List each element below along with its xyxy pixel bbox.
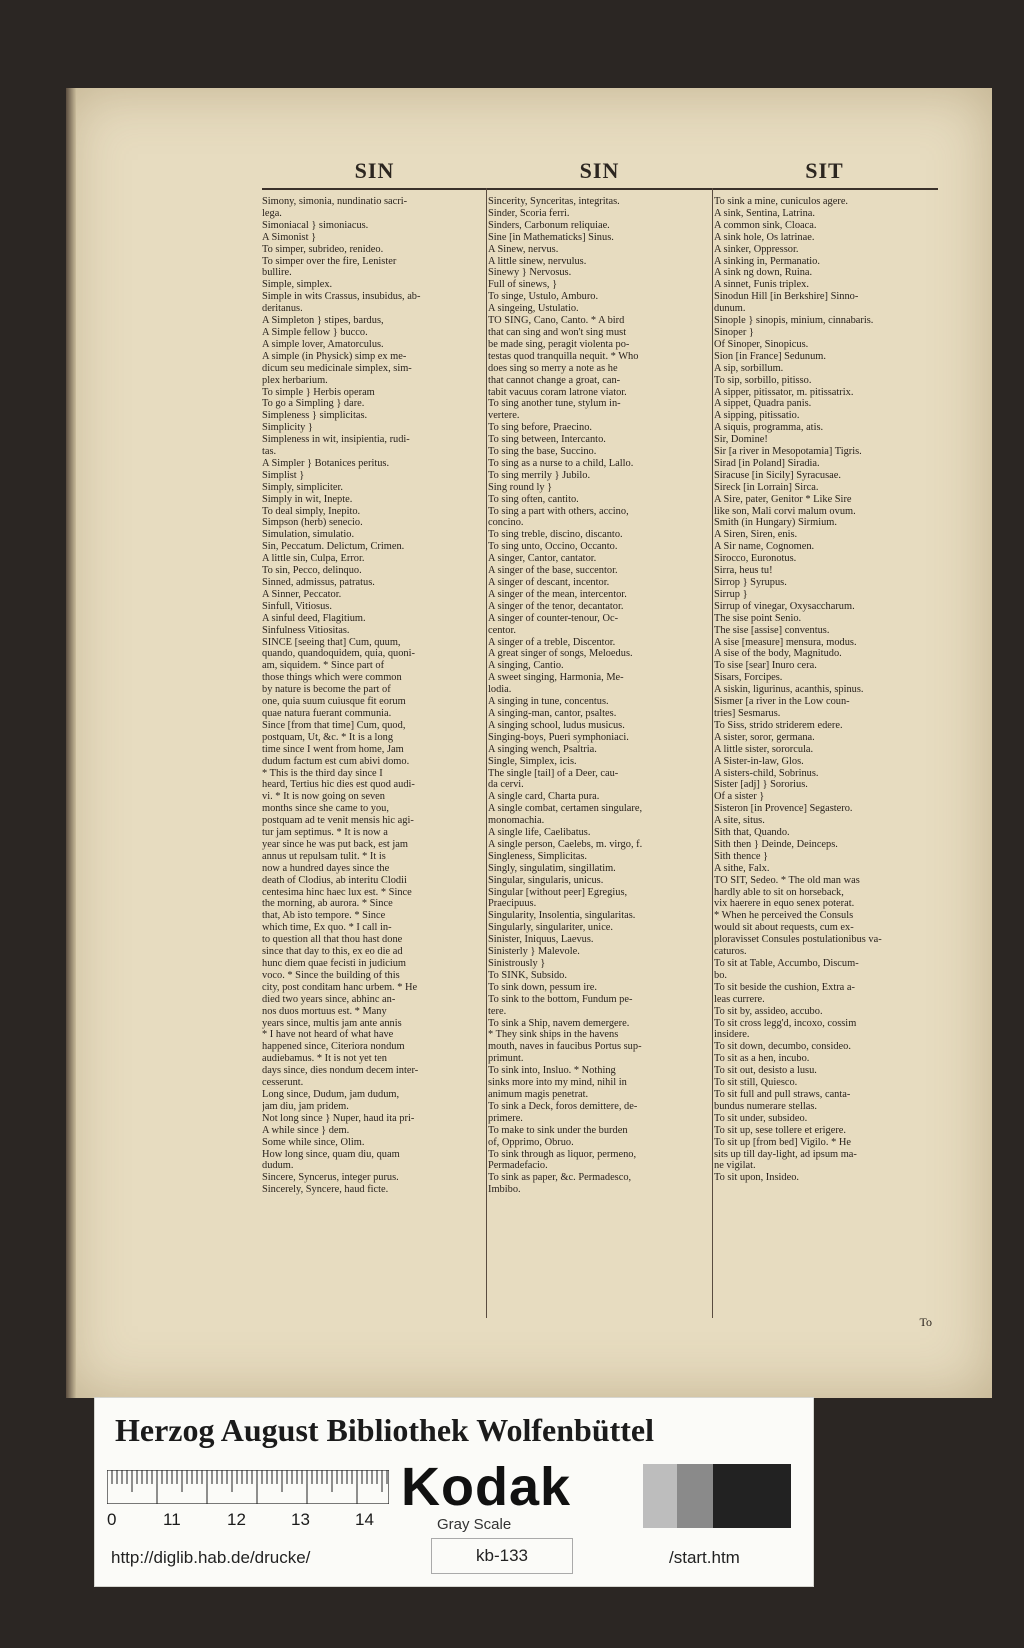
dictionary-entry-line: be made sing, peragit violenta po- [488, 338, 630, 350]
dictionary-entry-line: To sit up, sese tollere et erigere. [714, 1124, 846, 1136]
dictionary-entry-line: A Sister-in-law, Glos. [714, 755, 804, 767]
dictionary-entry-line: cesserunt. [262, 1077, 304, 1089]
dictionary-entry-line: To sit full and pull straws, canta- [714, 1088, 851, 1100]
ruler-number: 14 [355, 1510, 374, 1529]
dictionary-entry-line: Singing-boys, Pueri symphoniaci. [488, 731, 629, 743]
dictionary-entry-line: lega. [262, 207, 282, 219]
dictionary-entry-line: Sister [adj] } Sororius. [714, 779, 808, 791]
dictionary-entry-line: A Sir name, Cognomen. [714, 541, 815, 553]
dictionary-entry-line: To sink a mine, cuniculos agere. [714, 196, 849, 207]
dictionary-entry-line: Sith that, Quando. [714, 827, 790, 839]
dictionary-entry-line: sits up till day-light, ad ipsum ma- [714, 1148, 857, 1160]
dictionary-entry-line: lodia. [488, 684, 512, 696]
dictionary-entry-line: A single person, Caelebs, m. virgo, f. [488, 838, 643, 850]
dictionary-entry-line: heard, Tertius hic dies est quod audi- [262, 779, 415, 791]
dictionary-entry-line: Simpson (herb) senecio. [262, 517, 363, 529]
library-name: Herzog August Bibliothek Wolfenbüttel [115, 1412, 655, 1448]
dictionary-entry-line: A singing in tune, concentus. [488, 696, 609, 708]
dictionary-entry-line: To sit beside the cushion, Extra a- [714, 981, 855, 993]
dictionary-entry-line: To sink a Ship, navem demergere. [488, 1017, 630, 1029]
dictionary-entry-line: To sit as a hen, incubo. [714, 1053, 810, 1065]
url-left: http://diglib.hab.de/drucke/ [111, 1548, 311, 1567]
dictionary-entry-line: To SINK, Subsido. [488, 969, 567, 981]
url-right: /start.htm [669, 1548, 740, 1567]
dictionary-entry-line: hunc diem quae fecisti in judicium [262, 958, 406, 969]
dictionary-entry-line: Sinisterly } Malevole. [488, 946, 580, 958]
dictionary-entry-line: days since, dies nondum decem inter- [262, 1065, 419, 1077]
dictionary-entry-line: Long since, Dudum, jam dudum, [262, 1088, 400, 1100]
dictionary-entry-line: that can sing and won't sing must [488, 326, 627, 338]
dictionary-entry-line: would sit about requests, cum ex- [714, 922, 854, 934]
dictionary-entry-line: Singularity, Insolentia, singularitas. [488, 910, 636, 922]
dictionary-entry-line: one, quia suum cuiusque fit eorum [262, 696, 406, 708]
dictionary-text-block [262, 158, 938, 1329]
dictionary-entry-line: Permadefacio. [488, 1160, 548, 1172]
column-divider [486, 188, 487, 1318]
dictionary-entry-line: Full of sinews, } [488, 279, 558, 291]
dictionary-entry-line: To singe, Ustulo, Amburo. [488, 291, 599, 303]
dictionary-entry-line: annus ut repulsam tulit. * It is [262, 850, 386, 862]
dictionary-entry-line: mouth, naves in faucibus Portus sup- [488, 1041, 642, 1053]
dictionary-entry-line: audiebamus. * It is not yet ten [262, 1053, 387, 1065]
dictionary-entry-line: To simper, subrideo, renideo. [262, 243, 384, 255]
dictionary-entry-line: A little sin, Culpa, Error. [262, 553, 365, 565]
dictionary-entry-line: To make to sink under the burden [488, 1124, 628, 1136]
dictionary-entry-line: Sinfulness Vitiositas. [262, 624, 350, 636]
dictionary-entry-line: Since [from that time] Cum, quod, [262, 719, 406, 731]
dictionary-entry-line: year since he was put back, est jam [262, 838, 408, 850]
dictionary-entry-line: TO SING, Cano, Canto. * A bird [488, 315, 625, 327]
dictionary-entry-line: tabit vacuus coram latrone viator. [488, 386, 627, 398]
dictionary-entry-line: To sink to the bottom, Fundum pe- [488, 993, 633, 1005]
dictionary-entry-line: To go a Simpling } dare. [262, 398, 365, 410]
dictionary-entry-line: Of Sinoper, Sinopicus. [714, 338, 809, 350]
dictionary-entry-line: ne vigilat. [714, 1160, 756, 1172]
dictionary-entry-line: Sir, Domine! [714, 434, 768, 446]
dictionary-entry-line: postquam, Ut, &c. * It is a long [262, 731, 394, 743]
dictionary-entry-line: leas currere. [714, 993, 765, 1005]
dictionary-entry-line: A sipper, pitissator, m. pitissatrix. [714, 386, 854, 398]
dictionary-entry-line: To sing unto, Occino, Occanto. [488, 541, 618, 553]
dictionary-entry-line: Siracuse [in Sicily] Syracusae. [714, 469, 841, 481]
dictionary-entry-line: centesima hinc haec lux est. * Since [262, 886, 412, 898]
dictionary-entry-line: A sink hole, Os latrinae. [714, 231, 815, 243]
dictionary-entry-line: primere. [488, 1112, 523, 1124]
dictionary-entry-line: Sir [a river in Mesopotamia] Tigris. [714, 446, 862, 458]
dictionary-entry-line: To sink down, pessum ire. [488, 981, 597, 993]
scan-code: kb-133 [431, 1538, 573, 1574]
dictionary-entry-line: dicum seu medicinale simplex, sim- [262, 362, 412, 374]
dictionary-entry-line: Sincerity, Synceritas, integritas. [488, 196, 620, 207]
dictionary-entry-line: To sing another tune, stylum in- [488, 398, 621, 410]
dictionary-entry-line: Sisars, Forcipes. [714, 672, 783, 684]
dictionary-entry-line: Sith then } Deinde, Deinceps. [714, 838, 838, 850]
dictionary-entry-line: To sing between, Intercanto. [488, 434, 606, 446]
dictionary-entry-line: Sincere, Syncerus, integer purus. [262, 1172, 399, 1184]
column-header-right: SIT [805, 158, 844, 183]
dictionary-entry-line: deritanus. [262, 303, 303, 315]
dictionary-entry-line: A sippet, Quadra panis. [714, 398, 812, 410]
dictionary-entry-line: A sinnet, Funis triplex. [714, 279, 809, 291]
ruler-number: 12 [227, 1510, 246, 1529]
dictionary-entry-line: Sin, Peccatum. Delictum, Crimen. [262, 541, 405, 553]
dictionary-entry-line: A sipping, pitissatio. [714, 410, 800, 422]
dictionary-entry-line: A Simpler } Botanices peritus. [262, 457, 390, 469]
dictionary-entry-line: A siquis, programma, atis. [714, 422, 824, 434]
dictionary-entry-line: Sith thence } [714, 850, 769, 862]
dictionary-entry-line: * They sink ships in the havens [488, 1029, 619, 1041]
dictionary-entry-line: da cervi. [488, 779, 524, 791]
gray-scale-label: Gray Scale [437, 1516, 512, 1533]
dictionary-entry-line: Sirra, heus tu! [714, 565, 773, 577]
dictionary-entry-line: postquam ad te venit mensis hic agi- [262, 815, 414, 827]
dictionary-entry-line: To sing merrily } Jubilo. [488, 469, 591, 481]
dictionary-entry-line: * This is the third day since I [262, 767, 383, 779]
dictionary-entry-line: Sismer [a river in the Low coun- [714, 696, 850, 708]
dictionary-entry-line: Sinistrously } [488, 958, 546, 969]
column-header-middle: SIN [579, 158, 620, 183]
dictionary-entry-line: Simony, simonia, nundinatio sacri- [262, 196, 408, 207]
dictionary-entry-line: A sisters-child, Sobrinus. [714, 767, 819, 779]
dictionary-entry-line: which time, Ex quo. * I call in- [262, 922, 392, 934]
dictionary-entry-line: caturos. [714, 946, 747, 958]
dictionary-entry-line: To sit upon, Insideo. [714, 1172, 799, 1184]
page-gutter [66, 88, 76, 1398]
dictionary-entry-line: Sireck [in Lorrain] Sirca. [714, 481, 819, 493]
dictionary-entry-line: quae natura fuerant communia. [262, 707, 392, 719]
dictionary-entry-line: A little sinew, nervulus. [488, 255, 587, 267]
dictionary-entry-line: Sirrop } Syrupus. [714, 577, 787, 588]
ruler-numbers [107, 1510, 397, 1532]
column-divider [712, 188, 713, 1318]
dictionary-entry-line: Smith (in Hungary) Sirmium. [714, 517, 837, 529]
dictionary-entry-line: Singular [without peer] Egregius, [488, 886, 628, 898]
dictionary-entry-line: concino. [488, 517, 524, 529]
dictionary-entry-line: of, Opprimo, Obruo. [488, 1136, 574, 1148]
dictionary-entry-line: Sirocco, Euronotus. [714, 553, 797, 565]
dictionary-entry-line: To sise [sear] Inuro cera. [714, 660, 817, 672]
dictionary-entry-line: Simpleness in wit, insipientia, rudi- [262, 434, 410, 446]
dictionary-entry-line: A simple lover, Amatorculus. [262, 338, 384, 350]
dictionary-entry-line: Sion [in France] Sedunum. [714, 350, 826, 362]
dictionary-entry-line: A Sire, pater, Genitor * Like Sire [714, 493, 852, 505]
column-header-left: SIN [354, 158, 395, 183]
dictionary-entry-line: years since, multis jam ante annis [262, 1017, 402, 1029]
dictionary-entry-line: Imbibo. [488, 1184, 521, 1196]
dictionary-entry-line: * When he perceived the Consuls [714, 910, 854, 922]
dictionary-entry-line: To sit down, decumbo, consideo. [714, 1041, 851, 1053]
dictionary-entry-line: To sit by, assideo, accubo. [714, 1005, 823, 1017]
dictionary-entry-line: To sing as a nurse to a child, Lallo. [488, 457, 634, 469]
dictionary-entry-line: To sit up [from bed] Vigilo. * He [714, 1136, 851, 1148]
dictionary-entry-line: A singer of a treble, Discentor. [488, 636, 616, 648]
dictionary-entry-line: A singer of the tenor, decantator. [488, 600, 624, 612]
dictionary-entry-line: A singing wench, Psaltria. [488, 743, 597, 755]
dictionary-entry-line: Sinister, Iniquus, Laevus. [488, 934, 594, 946]
dictionary-entry-line: jam diu, jam pridem. [262, 1100, 349, 1112]
dictionary-entry-line: Sinoper } [714, 326, 754, 338]
dictionary-entry-line: Sinned, admissus, patratus. [262, 577, 375, 588]
dictionary-entry-line: Simply in wit, Inepte. [262, 493, 353, 505]
dictionary-entry-line: centor. [488, 624, 516, 636]
dictionary-entry-line: A Simple fellow } bucco. [262, 326, 368, 338]
dictionary-entry-line: To sink as paper, &c. Permadesco, [488, 1172, 632, 1184]
dictionary-entry-line: A singer of the base, succentor. [488, 565, 618, 577]
dictionary-entry-line: Some while since, Olim. [262, 1136, 365, 1148]
dictionary-entry-line: ploravisset Consules postulationibus va- [714, 934, 882, 946]
dictionary-entry-line: Simple in wits Crassus, insubidus, ab- [262, 291, 421, 303]
dictionary-column-right [714, 196, 936, 1318]
dictionary-entry-line: Simply, simpliciter. [262, 481, 344, 493]
dictionary-entry-line: To sing the base, Succino. [488, 446, 597, 458]
dictionary-entry-line: To sit out, desisto a lusu. [714, 1065, 817, 1077]
dictionary-entry-line: Simplist } [262, 469, 305, 481]
dictionary-entry-line: A singer, Cantor, cantator. [488, 553, 597, 565]
dictionary-entry-line: to question all that thou hast done [262, 934, 403, 946]
dictionary-entry-line: that, Ab isto tempore. * Since [262, 910, 386, 922]
dictionary-entry-line: A sinker, Oppressor. [714, 243, 799, 255]
gray-patch-mid [677, 1464, 713, 1528]
dictionary-entry-line: A common sink, Cloaca. [714, 219, 817, 231]
dictionary-entry-line: Sinders, Carbonum reliquiae. [488, 219, 610, 231]
dictionary-entry-line: dudum. [262, 1160, 294, 1172]
dictionary-entry-line: Sirrup of vinegar, Oxysaccharum. [714, 600, 855, 612]
ruler-number: 11 [163, 1510, 181, 1529]
dictionary-entry-line: A Simpleton } stipes, bardus, [262, 315, 384, 327]
dictionary-entry-line: death of Clodius, ab interitu Clodii [262, 874, 407, 886]
dictionary-entry-line: The sise [assise] conventus. [714, 624, 830, 636]
dictionary-entry-line: Singleness, Simplicitas. [488, 850, 588, 862]
dictionary-entry-line: To sink into, Insluo. * Nothing [488, 1065, 616, 1077]
dictionary-entry-line: tas. [262, 446, 277, 458]
dictionary-entry-line: months since she came to you, [262, 803, 389, 815]
dictionary-entry-line: A Simonist } [262, 231, 317, 243]
dictionary-entry-line: A singeing, Ustulatio. [488, 303, 579, 315]
dictionary-entry-line: Singular, singularis, unicus. [488, 874, 604, 886]
dictionary-entry-line: Singly, singulatim, singillatim. [488, 862, 616, 874]
dictionary-entry-line: am, siquidem. * Since part of [262, 660, 385, 672]
dictionary-entry-line: A Sinner, Peccator. [262, 588, 342, 600]
dictionary-entry-line: bo. [714, 969, 727, 981]
dictionary-entry-line: Sincerely, Syncere, haud ficte. [262, 1184, 389, 1196]
dictionary-entry-line: A sinking in, Permanatio. [714, 255, 820, 267]
dictionary-entry-line: insidere. [714, 1029, 750, 1041]
dictionary-entry-line: To simple } Herbis operam [262, 386, 375, 398]
dictionary-entry-line: To sing before, Praecino. [488, 422, 593, 434]
scan-target-card [94, 1397, 814, 1587]
dictionary-entry-line: To sing a part with others, accino, [488, 505, 629, 517]
dictionary-entry-line: A Sinew, nervus. [488, 243, 559, 255]
dictionary-entry-line: Sinople } sinopis, minium, cinnabaris. [714, 315, 874, 327]
dictionary-entry-line: dunum. [714, 303, 746, 315]
dictionary-entry-line: The sise point Senio. [714, 612, 802, 624]
dictionary-entry-line: To sit at Table, Accumbo, Discum- [714, 958, 859, 969]
dictionary-entry-line: A singing, Cantio. [488, 660, 564, 672]
dictionary-entry-line: does sing so merry a note as he [488, 362, 618, 374]
dictionary-entry-line: To sink through as liquor, permeno, [488, 1148, 637, 1160]
ruler-scale [107, 1470, 389, 1504]
dictionary-entry-line: Sinfull, Vitiosus. [262, 600, 332, 612]
dictionary-entry-line: A little sister, sororcula. [714, 743, 814, 755]
dictionary-entry-line: To sit under, subsideo. [714, 1112, 808, 1124]
dictionary-entry-line: Simpleness } simplicitas. [262, 410, 368, 422]
dictionary-entry-line: A while since } dem. [262, 1124, 350, 1136]
dictionary-entry-line: Sing round ly } [488, 481, 553, 493]
kodak-logo: Kodak [401, 1457, 572, 1517]
dictionary-entry-line: A singer of descant, incentor. [488, 577, 610, 588]
dictionary-entry-line: quando, quandoquidem, quia, quoni- [262, 648, 415, 660]
dictionary-entry-line: A sink ng down, Ruina. [714, 267, 813, 279]
dictionary-entry-line: A singer of the mean, intercentor. [488, 588, 627, 600]
dictionary-entry-line: by nature is become the part of [262, 684, 391, 696]
dictionary-entry-line: TO SIT, Sedeo. * The old man was [714, 874, 860, 886]
dictionary-entry-line: A sweet singing, Harmonia, Me- [488, 672, 624, 684]
dictionary-entry-line: tere. [488, 1005, 507, 1017]
dictionary-entry-line: the morning, ab aurora. * Since [262, 898, 393, 910]
dictionary-entry-line: tries] Sesmarus. [714, 707, 781, 719]
dictionary-entry-line: To simper over the fire, Lenister [262, 255, 397, 267]
dictionary-entry-line: nos duos mortuus est. * Many [262, 1005, 387, 1017]
dictionary-entry-line: The single [tail] of a Deer, cau- [488, 767, 619, 779]
dictionary-entry-line: city, post conditam hanc urbem. * He [262, 981, 418, 993]
dictionary-entry-line: since that day to this, ex eo die ad [262, 946, 403, 958]
dictionary-entry-line: Simulation, simulatio. [262, 529, 355, 541]
dictionary-entry-line: that cannot change a groat, can- [488, 374, 621, 386]
dictionary-entry-line: A singing-man, cantor, psaltes. [488, 707, 617, 719]
dictionary-entry-line: bullire. [262, 267, 292, 279]
dictionary-entry-line: A simple (in Physick) simp ex me- [262, 350, 407, 362]
dictionary-entry-line: A sink, Sentina, Latrina. [714, 207, 816, 219]
dictionary-entry-line: like son, Mali corvi malum ovum. [714, 505, 856, 517]
dictionary-entry-line: A sithe, Falx. [714, 862, 770, 874]
dictionary-entry-line: time since I went from home, Jam [262, 743, 404, 755]
dictionary-entry-line: To Siss, strido striderem edere. [714, 719, 843, 731]
dictionary-entry-line: Sinder, Scoria ferri. [488, 207, 570, 219]
dictionary-entry-line: Sine [in Mathematicks] Sinus. [488, 231, 614, 243]
dictionary-entry-line: sinks more into my mind, nihil in [488, 1077, 627, 1089]
dictionary-column-middle [488, 196, 710, 1318]
dictionary-entry-line: SINCE [seeing that] Cum, quum, [262, 636, 401, 648]
dictionary-entry-line: Not long since } Nuper, haud ita pri- [262, 1112, 415, 1124]
dictionary-entry-line: now a hundred dayes since the [262, 862, 390, 874]
dictionary-entry-line: A Siren, Siren, enis. [714, 529, 798, 541]
dictionary-entry-line: A siskin, ligurinus, acanthis, spinus. [714, 684, 864, 696]
dictionary-entry-line: A single card, Charta pura. [488, 791, 600, 803]
dictionary-entry-line: Simplicity } [262, 422, 313, 434]
dictionary-entry-line: monomachia. [488, 815, 545, 827]
dictionary-entry-line: dudum factum est cum abivi domo. [262, 755, 410, 767]
dictionary-entry-line: A great singer of songs, Meloedus. [488, 648, 633, 660]
header-rule [262, 188, 938, 190]
dictionary-entry-line: A sister, soror, germana. [714, 731, 815, 743]
dictionary-entry-line: vi. * It is now going on seven [262, 791, 385, 803]
dictionary-entry-line: * I have not heard of what have [262, 1029, 394, 1041]
dictionary-entry-line: To sip, sorbillo, pitisso. [714, 374, 812, 386]
dictionary-entry-line: vix haerere in equo senex poterat. [714, 898, 855, 910]
dictionary-entry-line: Sirad [in Poland] Siradia. [714, 457, 820, 469]
scanned-page [66, 88, 992, 1398]
ruler-number: 0 [107, 1510, 117, 1529]
dictionary-entry-line: A sip, sorbillum. [714, 362, 784, 374]
dictionary-entry-line: How long since, quam diu, quam [262, 1148, 400, 1160]
catchword: To [919, 1315, 932, 1329]
dictionary-column-left [262, 196, 484, 1318]
dictionary-entry-line: vertere. [488, 410, 520, 422]
dictionary-entry-line: Simoniacal } simoniacus. [262, 219, 369, 231]
dictionary-entry-line: A single combat, certamen singulare, [488, 803, 643, 815]
dictionary-entry-line: A singing school, ludus musicus. [488, 719, 625, 731]
dictionary-entry-line: Sisteron [in Provence] Segasterо. [714, 803, 853, 815]
dictionary-entry-line: To sing treble, discino, discanto. [488, 529, 623, 541]
gray-patch-dark [713, 1464, 791, 1528]
dictionary-entry-line: Sinewy } Nervosus. [488, 267, 572, 279]
dictionary-entry-line: happened since, Citeriora nondum [262, 1041, 405, 1053]
gray-patch-light [643, 1464, 677, 1528]
dictionary-entry-line: hardly able to sit on horseback, [714, 886, 844, 898]
dictionary-entry-line: Of a sister } [714, 791, 765, 803]
dictionary-entry-line: A singer of counter-tenour, Oc- [488, 612, 619, 624]
dictionary-entry-line: To sink a Deck, foros demittere, de- [488, 1100, 638, 1112]
dictionary-entry-line: bundus numerare stellas. [714, 1100, 818, 1112]
dictionary-entry-line: To sin, Pecco, delinquo. [262, 565, 362, 577]
dictionary-entry-line: those things which were common [262, 672, 402, 684]
ruler-number: 13 [291, 1510, 310, 1529]
dictionary-entry-line: A site, situs. [714, 815, 765, 827]
dictionary-entry-line: Singularly, singulariter, unice. [488, 922, 614, 934]
dictionary-entry-line: Praecipuus. [488, 898, 537, 910]
dictionary-entry-line: To deal simply, Inepito. [262, 505, 361, 517]
dictionary-entry-line: animum magis penetrat. [488, 1088, 589, 1100]
dictionary-entry-line: died two years since, abhinc an- [262, 993, 396, 1005]
dictionary-entry-line: plex herbarium. [262, 374, 328, 386]
dictionary-entry-line: To sit cross legg'd, incoxo, cossim [714, 1017, 857, 1029]
dictionary-entry-line: A sise of the body, Magnitudo. [714, 648, 842, 660]
dictionary-entry-line: tur jam septimus. * It is now a [262, 827, 388, 839]
dictionary-entry-line: Simple, simplex. [262, 279, 333, 291]
dictionary-entry-line: To sing often, cantito. [488, 493, 579, 505]
dictionary-entry-line: Single, Simplex, icis. [488, 755, 577, 767]
dictionary-entry-line: To sit still, Quiesco. [714, 1077, 798, 1089]
dictionary-entry-line: A single life, Caelibatus. [488, 827, 591, 839]
dictionary-entry-line: Sinodun Hill [in Berkshire] Sinno- [714, 291, 859, 303]
dictionary-entry-line: primunt. [488, 1053, 524, 1065]
dictionary-entry-line: Sirrup } [714, 588, 748, 600]
dictionary-entry-line: A sise [measure] mensura, modus. [714, 636, 857, 648]
dictionary-entry-line: A sinful deed, Flagitium. [262, 612, 366, 624]
dictionary-entry-line: testas quod tranquilla nequit. * Who [488, 350, 639, 362]
dictionary-entry-line: voco. * Since the building of this [262, 969, 400, 981]
